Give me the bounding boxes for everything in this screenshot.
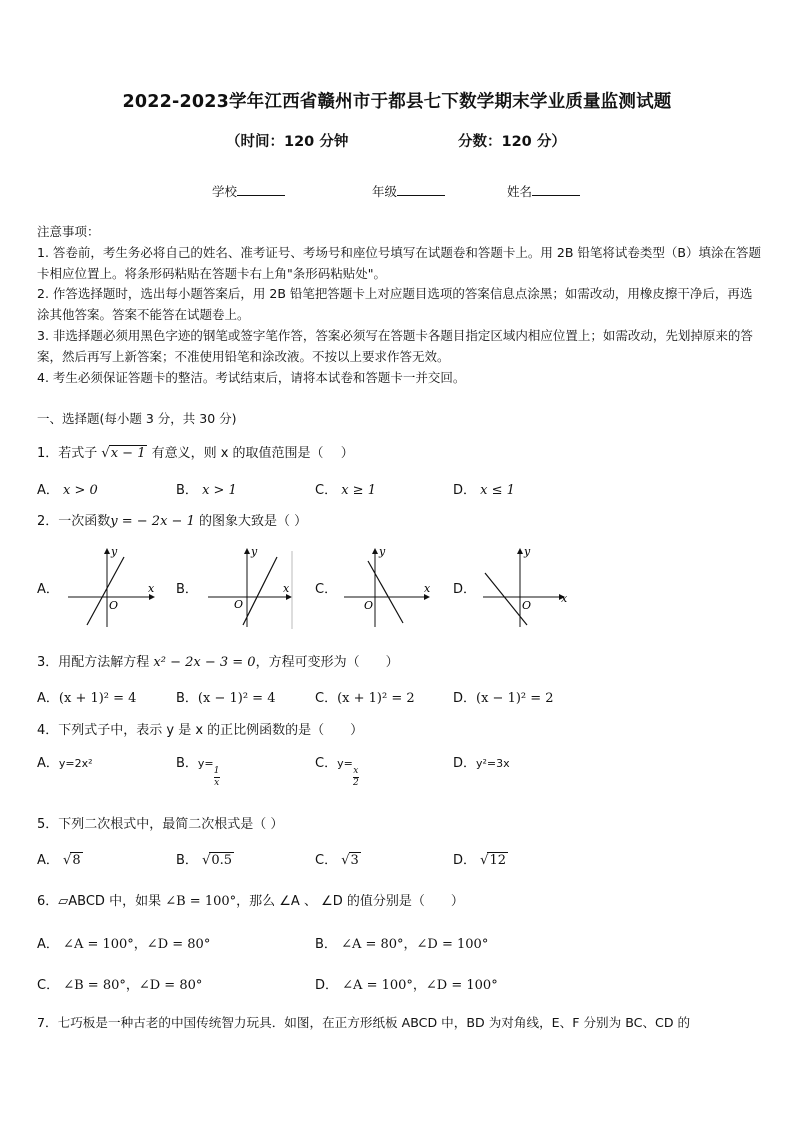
q3-option-c: C．(x + 1)² = 2 (315, 691, 415, 706)
q4-option-b: B．y= $\frac{1}{x}$ (176, 756, 220, 788)
q1-option-a: A． x > 0 (37, 483, 98, 498)
q4-option-c: C．y= $\frac{x}{2}$ (315, 756, 359, 788)
name-field: 姓名 (507, 182, 580, 200)
graph-a (64, 545, 159, 630)
origin-label: O (364, 599, 374, 612)
section-heading: 一、选择题(每小题 3 分，共 30 分) (37, 411, 237, 426)
origin-label: O (109, 599, 119, 612)
origin-label: O (234, 598, 244, 611)
q1-option-c: C． x ≥ 1 (315, 483, 376, 498)
q6-option-a: A． ∠A = 100°，∠D = 80° (37, 937, 211, 952)
y-label: y (524, 545, 531, 558)
q4-option-d: D．y²=3x (453, 756, 510, 771)
function-line (243, 557, 277, 625)
question-6: 6．▱ABCD 中，如果 ∠B = 100°，那么 ∠A 、 ∠D 的值分别是（ ） (37, 894, 464, 909)
q6-option-d: D． ∠A = 100°，∠D = 100° (315, 978, 498, 993)
origin-label: O (522, 599, 532, 612)
note-item: 4. 考生必须保证答题卡的整洁。考试结束后，请将本试卷和答题卡一并交回。 (37, 369, 466, 385)
note-item: 3. 非选择题必须用黑色字迹的钢笔或签字笔作答，答案必须写在答题卡各题目指定区域内相应位置上；如需改动，先划掉原来的答案，然后再写上新答案；不准使用铅笔和涂改液。不按以上要求作答无效。 (37, 327, 753, 364)
grade-field: 年级 (372, 182, 445, 200)
fraction: $\frac{1}{x}$ (213, 766, 220, 788)
question-1: 1．若式子 √x − 1 有意义，则 x 的取值范围是（ ） (37, 446, 354, 461)
notes-block (37, 222, 762, 388)
graph-c (340, 545, 435, 630)
x-label: x (561, 592, 568, 605)
note-item: 1. 答卷前，考生务必将自己的姓名、准考证号、考场号和座位号填写在试题卷和答题卡上。用 2B 铅笔将试卷类型（B）填涂在答题卡相应位置上。将条形码粘贴在答题卡右上角"条形码粘贴处"。 (37, 244, 761, 281)
function-line (87, 557, 124, 625)
y-axis-arrow (244, 548, 250, 554)
function-line (485, 573, 527, 625)
function-line (368, 561, 403, 623)
q2-option-a: A． (37, 582, 59, 597)
x-label: x (283, 582, 290, 595)
x-label: x (148, 582, 155, 595)
time-label: （时间：120 分钟 (226, 134, 349, 150)
q2-option-c: C． (315, 582, 338, 597)
q5-option-b: B． √0.5 (176, 853, 233, 868)
y-axis-arrow (372, 548, 378, 554)
q5-option-d: D． √12 (453, 853, 506, 868)
note-item: 2. 作答选择题时，选出每小题答案后，用 2B 铅笔把答题卡上对应题目选项的答案信息点涂黑；如需改动，用橡皮擦干净后，再选涂其他答案。答案不能答在试题卷上。 (37, 286, 753, 323)
graph-d (477, 545, 572, 630)
y-axis-arrow (517, 548, 523, 554)
notes-heading: 注意事项： (37, 224, 100, 239)
page-title: 2022-2023学年江西省赣州市于都县七下数学期末学业质量监测试题 (122, 92, 672, 112)
question-2: 2．一次函数y = − 2x − 1 的图象大致是（ ） (37, 514, 308, 529)
y-label: y (379, 545, 386, 558)
x-label: x (424, 582, 431, 595)
q3-option-d: D．(x − 1)² = 2 (453, 691, 554, 706)
question-4: 4．下列式子中，表示 y 是 x 的正比例函数的是（ ） (37, 723, 364, 738)
q2-option-d: D． (453, 582, 477, 597)
q6-option-b: B． ∠A = 80°，∠D = 100° (315, 937, 489, 952)
q6-option-c: C． ∠B = 80°，∠D = 80° (37, 978, 203, 993)
q1-option-d: D． x ≤ 1 (453, 483, 515, 498)
q2-option-b: B． (176, 582, 198, 597)
y-axis-arrow (104, 548, 110, 554)
graph-b (204, 545, 299, 630)
y-label: y (251, 545, 258, 558)
q5-option-a: A． √8 (37, 853, 81, 868)
q3-option-a: A．(x + 1)² = 4 (37, 691, 137, 706)
y-label: y (111, 545, 118, 558)
fraction: $\frac{x}{2}$ (352, 766, 359, 788)
q1-option-b: B． x > 1 (176, 483, 237, 498)
q4-option-a: A．y=2x² (37, 756, 93, 771)
question-3: 3．用配方法解方程 x² − 2x − 3 = 0，方程可变形为（ ） (37, 655, 399, 670)
score-label: 分数：120 分） (458, 134, 566, 150)
school-field: 学校 (212, 182, 285, 200)
q5-option-c: C． √3 (315, 853, 359, 868)
question-7: 7．七巧板是一种古老的中国传统智力玩具．如图，在正方形纸板 ABCD 中，BD 为对角线，E、F 分别为 BC、CD 的 (37, 1015, 691, 1030)
q3-option-b: B．(x − 1)² = 4 (176, 691, 276, 706)
question-5: 5．下列二次根式中，最简二次根式是（ ） (37, 817, 284, 832)
